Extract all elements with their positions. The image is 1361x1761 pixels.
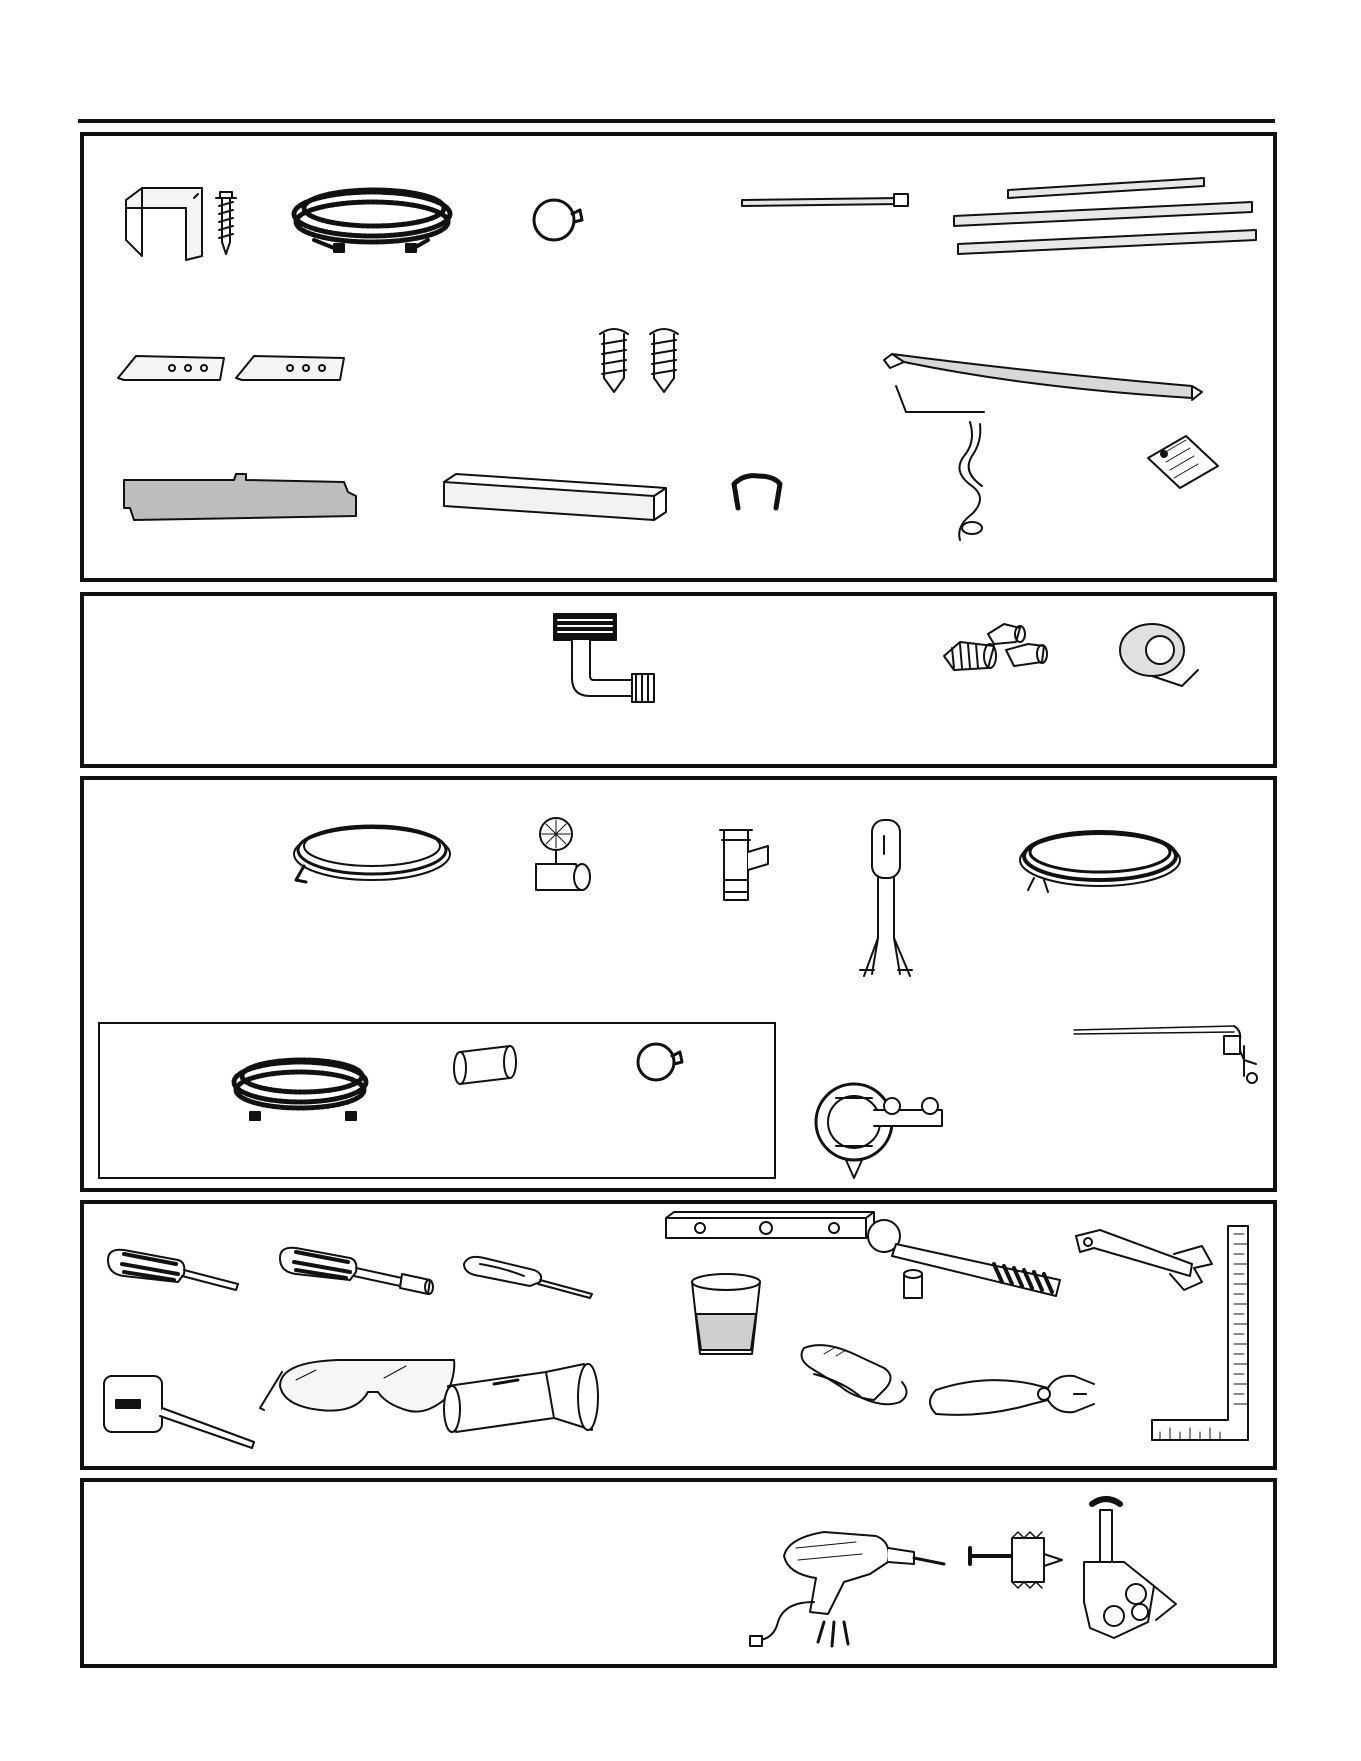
hex-key-icon — [896, 386, 984, 412]
bracket-icon — [126, 188, 202, 260]
power-cord-coil-icon — [1020, 832, 1180, 892]
wire-nuts-icon — [944, 624, 1047, 670]
gloves-icon — [802, 1345, 907, 1404]
level-icon — [666, 1212, 874, 1238]
drain-hose-icon — [860, 820, 912, 976]
tape-roll-icon — [1120, 624, 1198, 686]
tubing-coil-icon — [294, 826, 450, 882]
tools-panel — [80, 1200, 1277, 1470]
phillips-screwdriver-icon — [108, 1250, 238, 1290]
literature-icon — [1148, 436, 1218, 488]
tape-measure-icon — [104, 1376, 254, 1448]
materials-panel — [80, 776, 1277, 1192]
foam-block-icon — [444, 474, 666, 520]
parts-supplied-panel — [80, 132, 1277, 582]
drain-tee-icon — [720, 830, 768, 900]
trim-strips-icon — [954, 178, 1256, 254]
nut-driver-icon — [280, 1248, 433, 1294]
cord-harness-icon — [1074, 1026, 1257, 1083]
screw-pair-icon — [600, 329, 678, 392]
safety-glasses-icon — [260, 1360, 454, 1412]
flashlight-icon — [444, 1364, 598, 1432]
mounting-bracket-pair-icon — [118, 356, 344, 380]
tube-cutter-icon — [1084, 1499, 1176, 1638]
clip-icon — [734, 476, 780, 508]
optional-tools-panel — [80, 1478, 1277, 1668]
pliers-icon — [930, 1376, 1094, 1415]
strap-icon — [959, 422, 982, 540]
water-glass-icon — [692, 1274, 760, 1354]
coupler-icon — [454, 1046, 516, 1084]
socket-icon — [904, 1270, 922, 1298]
handle-icon — [884, 354, 1202, 400]
kit-parts-panel — [80, 592, 1277, 768]
hole-saw-icon — [970, 1532, 1062, 1588]
strain-relief-icon — [816, 1084, 942, 1178]
insulation-pad-icon — [124, 474, 356, 520]
hose-kit-box — [98, 1022, 776, 1179]
screw-icon — [216, 192, 236, 254]
wrench-icon — [1076, 1230, 1212, 1290]
cable-tie-icon — [742, 194, 908, 206]
elbow-fitting-icon — [554, 614, 654, 702]
drill-icon — [750, 1532, 944, 1646]
hose-kit-coil-icon — [234, 1060, 366, 1120]
water-hose-coil-icon — [294, 190, 450, 252]
header-rule — [78, 119, 1275, 123]
hose-clamp-icon — [534, 200, 582, 240]
torx-driver-icon — [464, 1257, 592, 1298]
kit-clamp-icon — [638, 1044, 682, 1080]
shutoff-valve-icon — [536, 818, 590, 890]
ratchet-icon — [868, 1220, 1060, 1296]
